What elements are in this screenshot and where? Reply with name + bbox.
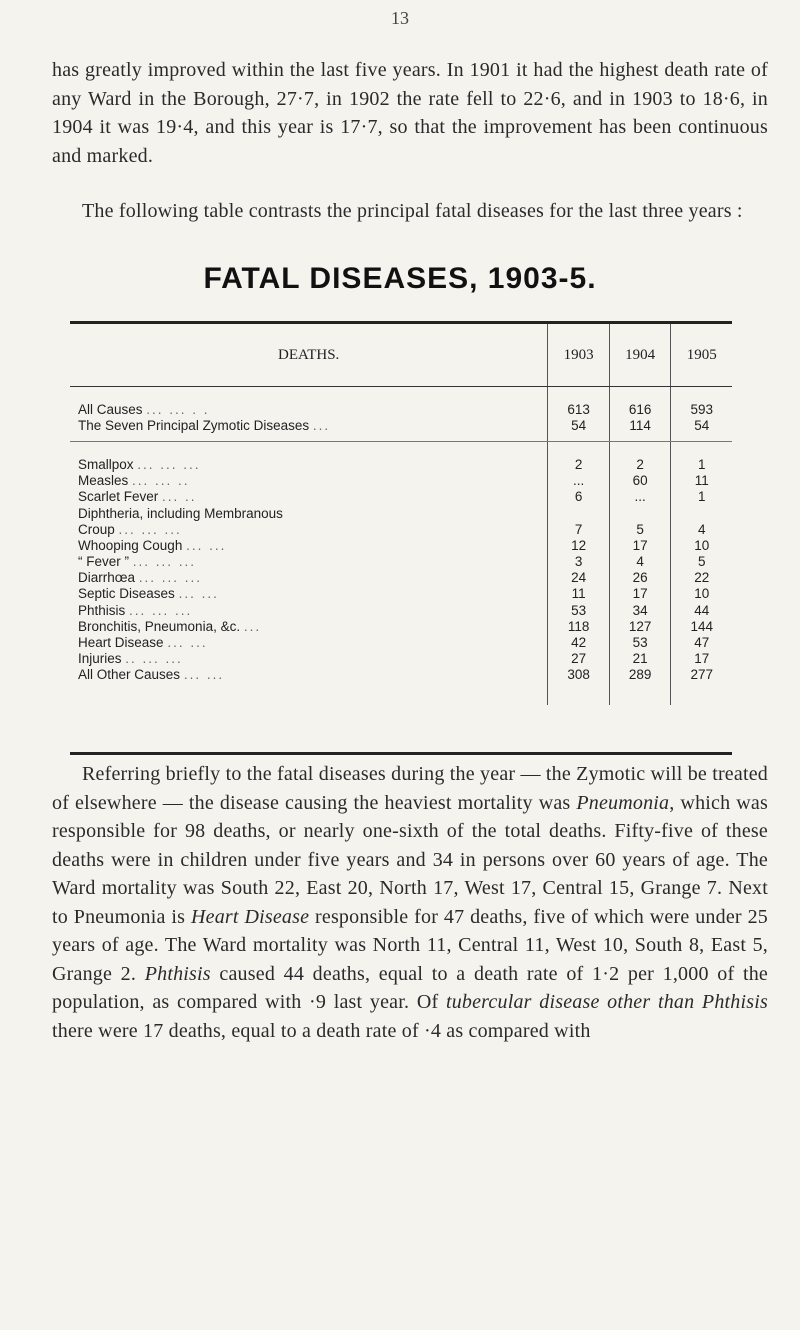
table-row xyxy=(70,570,732,586)
row-label-text: Bronchitis, Pneumonia, &c. xyxy=(78,618,241,634)
cell-1904: 127 xyxy=(609,618,671,634)
cell-1905: 22 xyxy=(671,570,732,586)
header-1905: 1905 xyxy=(671,324,732,387)
row-leader-dots: ... ... xyxy=(167,635,208,651)
row-label xyxy=(70,473,548,489)
cell-1905: 17 xyxy=(671,651,732,667)
cell-1905: 44 xyxy=(671,602,732,618)
cell-1904 xyxy=(609,505,671,521)
cell-1903: 54 xyxy=(548,417,610,433)
cell-1903: 6 xyxy=(548,489,610,505)
cell-1903: 27 xyxy=(548,651,610,667)
cell-1904: 17 xyxy=(609,586,671,602)
row-leader-dots: ... ... . . xyxy=(146,401,210,417)
cell-1905: 10 xyxy=(671,586,732,602)
cell-1903 xyxy=(548,505,610,521)
row-label xyxy=(70,521,548,537)
table-heading: FATAL DISEASES, 1903-5. xyxy=(203,262,597,295)
cell-1904: 26 xyxy=(609,570,671,586)
cell-1904: 34 xyxy=(609,602,671,618)
row-leader-dots: ... ... xyxy=(183,667,225,683)
cell-1904: 53 xyxy=(609,634,671,650)
table-row xyxy=(70,634,732,650)
table-row xyxy=(70,505,732,521)
row-leader-dots: ... xyxy=(312,417,331,433)
row-leader-dots: ... ... xyxy=(186,537,227,553)
cell-1905: 5 xyxy=(671,554,732,570)
row-label xyxy=(70,417,548,433)
cell-1905: 10 xyxy=(671,537,732,553)
table-row xyxy=(70,602,732,618)
header-1903: 1903 xyxy=(548,324,610,387)
discussion-text-a: Referring briefly to the fatal diseases during the year — the Zymotic will be treated of elsewhere — the disease causing the heaviest mortality was xyxy=(52,763,768,814)
row-label-text: All Other Causes xyxy=(78,667,181,683)
table-row xyxy=(70,667,732,683)
table-row xyxy=(70,618,732,634)
row-label xyxy=(70,505,548,521)
row-label xyxy=(70,586,548,602)
table-row xyxy=(70,554,732,570)
row-label-text: Smallpox xyxy=(78,456,134,472)
intro-paragraph: has greatly improved within the last five years. In 1901 it had the highest death rate of any Ward in the Borough, 27·7, in 1902 the rate fell to 22·6, and in 1903 to 18·6, in 1904 it was 19·4, and this year is 17·7, so that the improvement has been continuous and marked. xyxy=(52,59,768,167)
row-label-text: Diphtheria, including Membranous xyxy=(78,505,283,521)
row-leader-dots: ... ... ... xyxy=(137,456,201,472)
row-label-text: Injuries xyxy=(78,651,122,667)
row-label-text: “ Fever ” xyxy=(78,554,130,570)
table-row xyxy=(70,586,732,602)
row-label xyxy=(70,554,548,570)
pneumonia-term: Pneumonia xyxy=(576,791,670,814)
row-label xyxy=(70,456,548,472)
row-label xyxy=(70,570,548,586)
cell-1903: 2 xyxy=(548,456,610,472)
table-row xyxy=(70,489,732,505)
fatal-diseases-table xyxy=(70,321,732,755)
table-header-row xyxy=(70,324,732,387)
row-leader-dots: ... ... xyxy=(178,586,219,602)
cell-1905: 47 xyxy=(671,634,732,650)
cell-1904: 5 xyxy=(609,521,671,537)
row-label-text: Heart Disease xyxy=(78,635,164,651)
row-leader-dots: ... ... ... xyxy=(138,570,203,586)
cell-1905: 54 xyxy=(671,417,732,433)
cell-1905 xyxy=(671,505,732,521)
cell-1903: 3 xyxy=(548,554,610,570)
table-row xyxy=(70,537,732,553)
discussion-text-c: responsible for 47 deaths, five of which were under 25 years of age. The Ward mortality was North 11, Central 11, West 10, South 8, East 5, Grange 2. xyxy=(52,905,768,985)
page-number: 13 xyxy=(391,8,409,28)
cell-1904: ... xyxy=(609,489,671,505)
summary-body xyxy=(70,387,732,457)
heart-disease-term: Heart Disease xyxy=(190,905,310,928)
cell-1903: 308 xyxy=(548,667,610,683)
row-leader-dots: ... ... ... xyxy=(118,521,182,537)
row-label-text: Measles xyxy=(78,473,129,489)
row-leader-dots: .. ... ... xyxy=(125,651,183,667)
table-row xyxy=(70,401,732,417)
header-1904: 1904 xyxy=(609,324,671,387)
row-label xyxy=(70,618,548,634)
row-label xyxy=(70,401,548,417)
row-label xyxy=(70,651,548,667)
row-label-text: Phthisis xyxy=(78,602,126,618)
cell-1904: 616 xyxy=(609,401,671,417)
table-row xyxy=(70,521,732,537)
cell-1903: 7 xyxy=(548,521,610,537)
row-label-text: Whooping Cough xyxy=(78,537,183,553)
cell-1904: 4 xyxy=(609,554,671,570)
cell-1905: 144 xyxy=(671,618,732,634)
cell-1903: ... xyxy=(548,473,610,489)
row-label-text: Septic Diseases xyxy=(78,586,175,602)
table-row xyxy=(70,456,732,472)
discussion-text-b: , which was responsible for 98 deaths, or nearly one-sixth of the total deaths. Fifty-five of these deaths were in children under five years and 34 in persons over 60 years of age. The Ward mortality was South 22, East 20, North 17, West 17, Central 15, Grange 7. Next to Pneumonia is xyxy=(52,791,768,928)
cell-1905: 4 xyxy=(671,521,732,537)
rows-body xyxy=(70,456,732,705)
phthisis-term: Phthisis xyxy=(144,962,211,985)
row-leader-dots: ... ... ... xyxy=(129,602,193,618)
cell-1904: 289 xyxy=(609,667,671,683)
row-label xyxy=(70,489,548,505)
cell-1903: 53 xyxy=(548,602,610,618)
row-label-text: Diarrhœa xyxy=(78,570,136,586)
cell-1905: 11 xyxy=(671,473,732,489)
row-label-text: Scarlet Fever xyxy=(78,489,159,505)
cell-1904: 2 xyxy=(609,456,671,472)
cell-1903: 11 xyxy=(548,586,610,602)
row-label-text: Croup xyxy=(78,521,115,537)
row-label xyxy=(70,667,548,683)
cell-1904: 21 xyxy=(609,651,671,667)
cell-1903: 24 xyxy=(548,570,610,586)
discussion-paragraph xyxy=(52,760,768,1045)
table-row xyxy=(70,417,732,433)
cell-1905: 277 xyxy=(671,667,732,683)
discussion-text-e: there were 17 deaths, equal to a death rate of ·4 as compared with xyxy=(52,1019,591,1042)
tubercular-term: tubercular disease other than Phthisis xyxy=(445,991,768,1013)
row-label xyxy=(70,634,548,650)
table-row xyxy=(70,651,732,667)
cell-1903: 12 xyxy=(548,537,610,553)
row-label-text: All Causes xyxy=(78,401,143,417)
cell-1903: 613 xyxy=(548,401,610,417)
cell-1905: 1 xyxy=(671,456,732,472)
row-leader-dots: ... ... ... xyxy=(132,554,197,570)
table-intro-paragraph: The following table contrasts the principal fatal diseases for the last three years : xyxy=(82,200,743,222)
row-label xyxy=(70,537,548,553)
row-label-text: The Seven Principal Zymotic Diseases xyxy=(78,417,310,433)
cell-1903: 42 xyxy=(548,634,610,650)
discussion-text-d: caused 44 deaths, equal to a death rate of 1·2 per 1,000 of the population, as compared with ·9 last year. Of xyxy=(52,962,768,1013)
row-leader-dots: ... ... .. xyxy=(132,473,190,489)
row-label xyxy=(70,602,548,618)
cell-1905: 593 xyxy=(671,401,732,417)
cell-1905: 1 xyxy=(671,489,732,505)
table-row xyxy=(70,473,732,489)
cell-1904: 60 xyxy=(609,473,671,489)
row-leader-dots: ... xyxy=(243,618,262,634)
cell-1904: 114 xyxy=(609,417,671,433)
header-deaths: DEATHS. xyxy=(70,324,548,387)
row-leader-dots: ... .. xyxy=(162,489,197,505)
cell-1904: 17 xyxy=(609,537,671,553)
cell-1903: 118 xyxy=(548,618,610,634)
